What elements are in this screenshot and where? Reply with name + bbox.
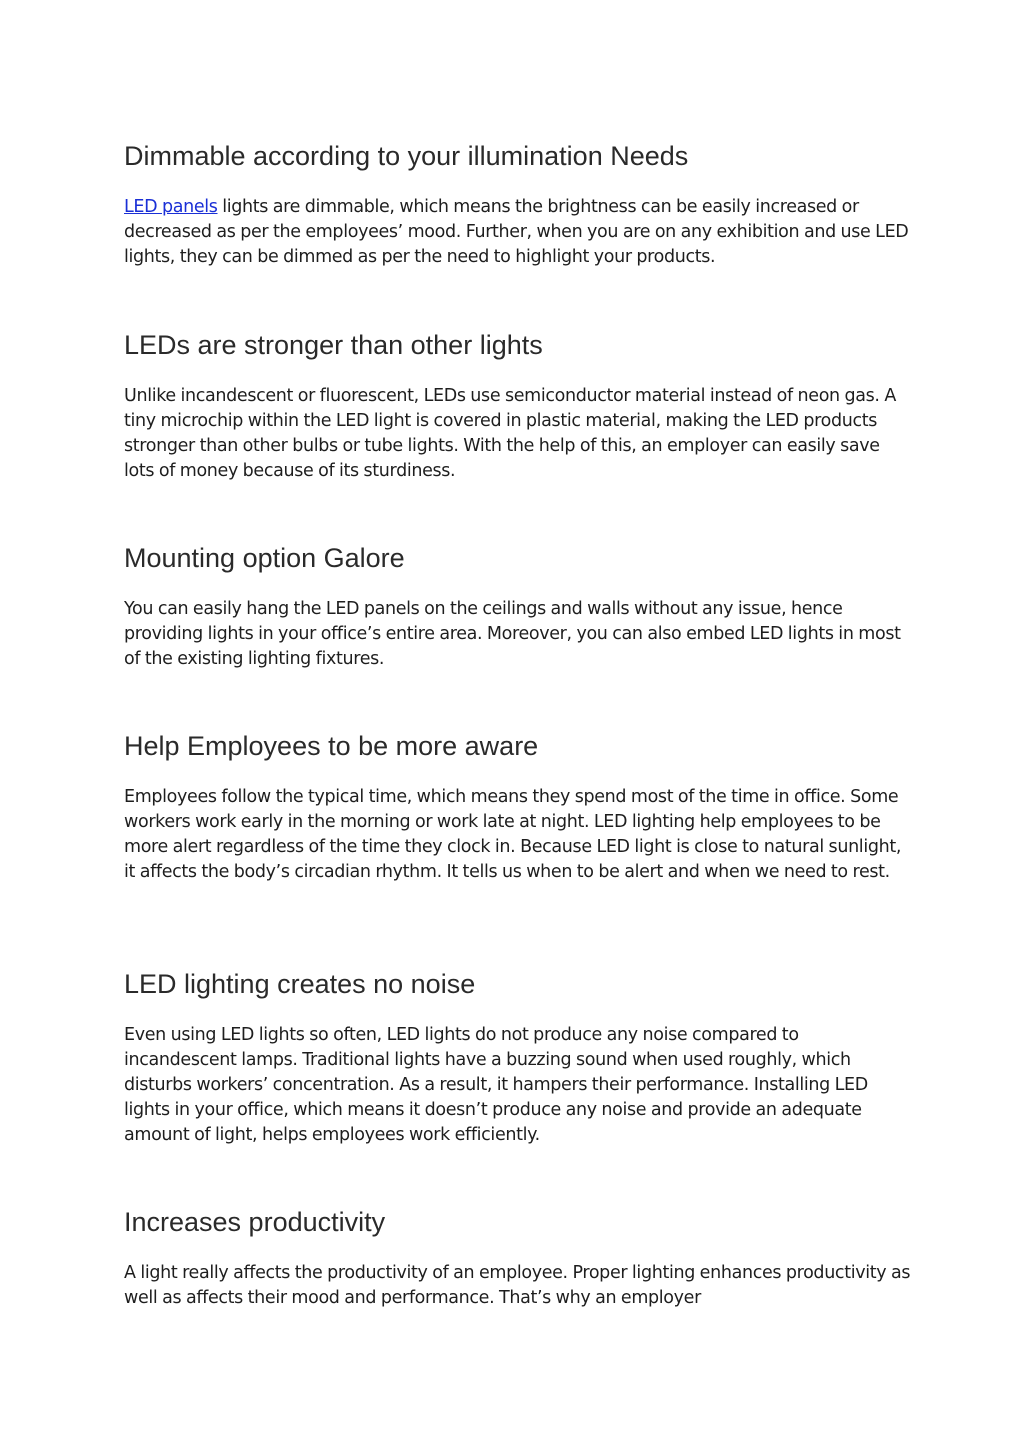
led-panels-link[interactable]: LED panels [124, 197, 218, 217]
section-noise [124, 968, 914, 1148]
section-paragraph: Employees follow the typical time, which means they spend most of the time in office. Some workers work early in the morning or work late at night. LED lighting help employees to be more alert regardless of the time they clock in. Because LED light is close to natural sunlight, it affects the body’s circadian rhythm. It tells us when to be alert and when we need to rest. [124, 787, 902, 882]
section-heading: LED lighting creates no noise [124, 969, 476, 999]
section-paragraph [124, 195, 914, 270]
section-paragraph: You can easily hang the LED panels on the ceilings and walls without any issue, hence providing lights in your office’s entire area. Moreover, you can also embed LED lights in most of the existing lighting fixtures. [124, 599, 901, 669]
section-paragraph: Unlike incandescent or fluorescent, LEDs use semiconductor material instead of neon gas. A tiny microchip within the LED light is covered in plastic material, making the LED products stronger than other bulbs or tube lights. With the help of this, an employer can easily save lots of money because of its sturdiness. [124, 386, 896, 481]
section-productivity [124, 1206, 914, 1311]
section-heading: Mounting option Galore [124, 543, 405, 573]
paragraph-text: lights are dimmable, which means the brightness can be easily increased or decreased as per the employees’ mood. Further, when you are on any exhibition and use LED lights, they can be dimmed as per the need to highlight your products. [124, 197, 909, 267]
section-heading: LEDs are stronger than other lights [124, 330, 543, 360]
section-paragraph: Even using LED lights so often, LED lights do not produce any noise compared to incandescent lamps. Traditional lights have a buzzing sound when used roughly, which disturbs workers’ concentration. As a result, it hampers their performance. Installing LED lights in your office, which means it doesn’t produce any noise and provide an adequate amount of light, helps employees work efficiently. [124, 1025, 868, 1145]
section-mounting [124, 542, 914, 672]
section-heading: Dimmable according to your illumination Needs [124, 141, 689, 171]
section-paragraph: A light really affects the productivity of an employee. Proper lighting enhances productivity as well as affects their mood and performance. That’s why an employer [124, 1263, 911, 1308]
section-heading: Increases productivity [124, 1207, 386, 1237]
section-dimmable [124, 140, 914, 270]
section-heading: Help Employees to be more aware [124, 731, 539, 761]
section-aware [124, 730, 914, 885]
section-stronger [124, 329, 914, 484]
